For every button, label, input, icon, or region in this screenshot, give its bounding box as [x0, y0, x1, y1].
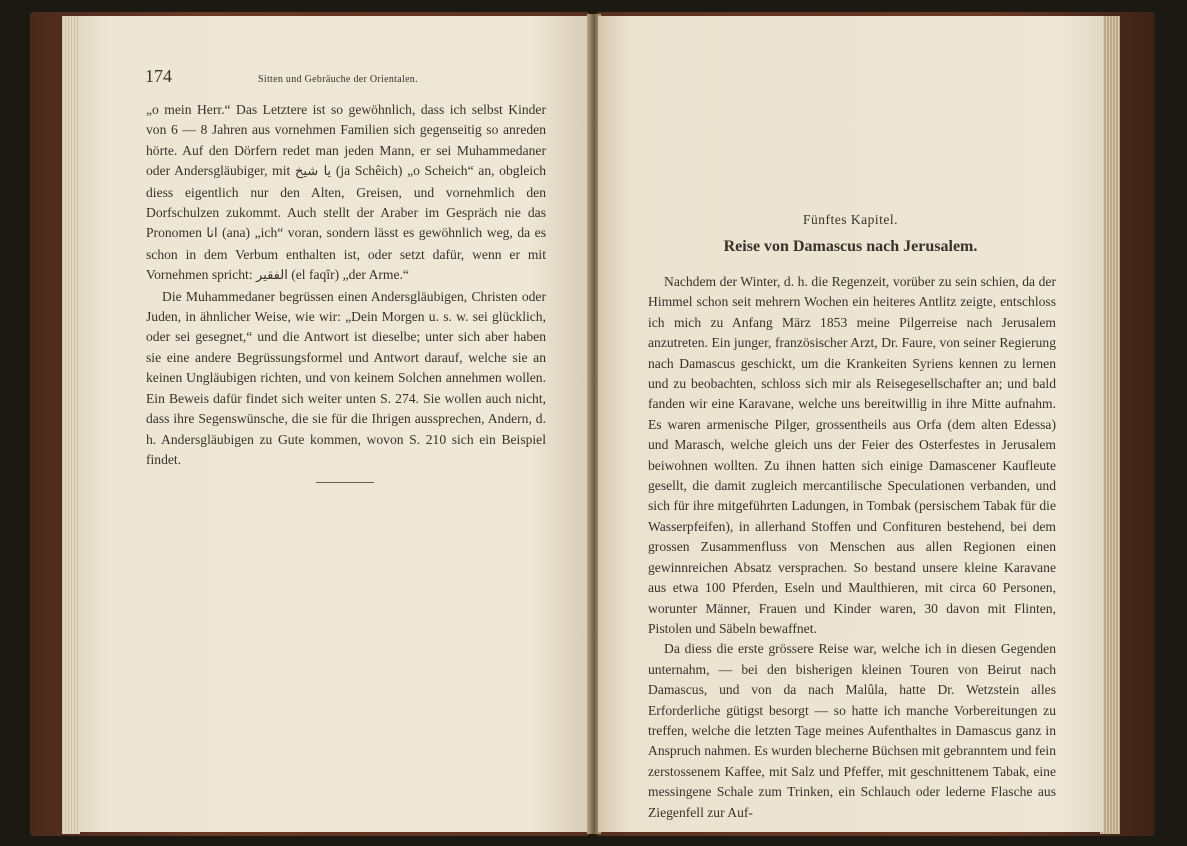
arabic-word: يا شيخ	[294, 164, 332, 180]
running-head: Sitten und Gebräuche der Orientalen.	[258, 74, 418, 85]
paragraph: Da diess die erste grössere Reise war, welche ich in diesen Gegenden unternahm, — bei den bisherigen kleinen Touren von Beirut nach Damascus, und von da nach Malûla, hatte Dr. Wetzstein alles Erforderliche gütigst besorgt — so hatte ich manche Vorbereitungen zu treffen, welche die letzten Tage meines Aufenthaltes in Damascus ganz in Anspruch nahmen. Es wurden blecherne Büchsen mit gebranntem und fein zerstossenem Kaffee, mit Salz und Pfeffer, mit geschnittenem Tabak, eine messingene Schale zum Trinken, ein Schlauch oder lederne Flasche aus Ziegenfell zur Auf-	[648, 641, 1056, 820]
page-number: 174	[145, 66, 172, 86]
arabic-word: انا	[206, 226, 218, 242]
text-run: (ana) „ich“ voran, sondern lässt es gewöhnlich weg, da es schon in dem Verbum enthalten ist, oder setzt dafür, wenn er mit Vornehmen spricht:	[146, 225, 547, 283]
chapter-title: Reise von Damascus nach Jerusalem.	[723, 238, 978, 255]
right-text-block	[648, 272, 1056, 823]
paragraph: Nachdem der Winter, d. h. die Regenzeit, vorüber zu sein schien, da der Himmel schon seit mehrern Wochen ein heiteres Antlitz zeigte, entschloss ich mich zu Anfang März 1853 meine Pilgerreise nach Jerusalem anzutreten. Ein junger, französischer Arzt, Dr. Faure, von seiner Regierung nach Damascus geschickt, um die Krankeiten Syriens kennen zu lernen und zu beobachten, schloss sich mir als Reisegesellschafter an; und bald fanden wir eine Karavane, welche uns bereitwillig in ihre Mitte aufnahm. Es waren armenische Pilger, grossentheils aus Orfa (dem alten Edessa) und Marasch, welche gleich uns der Feier des Osterfestes in Jerusalem beiwohnen wollten. Zu ihnen hatten sich einige Damascener Kaufleute gesellt, die damit zugleich mercantilische Speculationen verbanden, und sich für ihre mitgeführten Ladungen, in Tombak (persischem Tabak für die Wasserpfeifen), in allerhand Stoffen und Confituren bestehend, bei dem grossen Zusammenfluss von Menschen aus allen Regionen einen gewinnreichen Absatz versprachen. So bestand unsere kleine Karavane aus etwa 100 Pferden, Eseln und Maulthieren, mit circa 60 Personen, worunter Männer, Frauen und Kinder waren, 30 davon mit Flinten, Pistolen und Säbeln bewaffnet.	[648, 274, 1056, 636]
left-text-block	[146, 100, 546, 470]
text-run: (el faqîr) „der Arme.“	[287, 267, 409, 283]
left-page	[78, 16, 590, 832]
text-run: (ja Schêich) „o Scheich“ an, obgleich diess eigentlich nur den Alten, Greisen, und vornehmlich den Dorfschulzen zukommt. Auch stellt der Araber im Gespräch nie das Pronomen	[146, 163, 546, 241]
end-rule	[316, 482, 374, 483]
right-page	[598, 16, 1103, 832]
text-run: „o mein Herr.“ Das Letztere ist so gewöhnlich, dass ich selbst Kinder von 6 — 8 Jahren aus vornehmen Familien sich gegenseitig so anreden hörte. Auf den Dörfern redet man jeden Mann, er sei Muhammedaner oder Andersgläubiger, mit	[146, 102, 546, 179]
page-edges-right	[1100, 16, 1120, 834]
chapter-label: Fünftes Kapitel.	[803, 212, 898, 227]
paragraph	[146, 100, 546, 287]
paragraph: Die Muhammedaner begrüssen einen Andersgläubigen, Christen oder Juden, in ähnlicher Weise, wie wir: „Dein Morgen u. s. w. sei glücklich, oder sei gesegnet,“ und die Antwort ist dieselbe; unter sich aber haben sie eine andere Begrüssungsformel und Antwort darauf, welche sie an keinen Ungläubigen richten, und von keinem Solchen annehmen wollen. Ein Beweis dafür findet sich weiter unten S. 274. Sie wollen auch nicht, dass ihre Segenswünsche, die sie für die Ihrigen aussprechen, Andern, d. h. Andersgläubigen zu Gute kommen, wovon S. 210 sich ein Beispiel findet.	[146, 288, 546, 467]
arabic-word: الفقير	[256, 268, 288, 284]
